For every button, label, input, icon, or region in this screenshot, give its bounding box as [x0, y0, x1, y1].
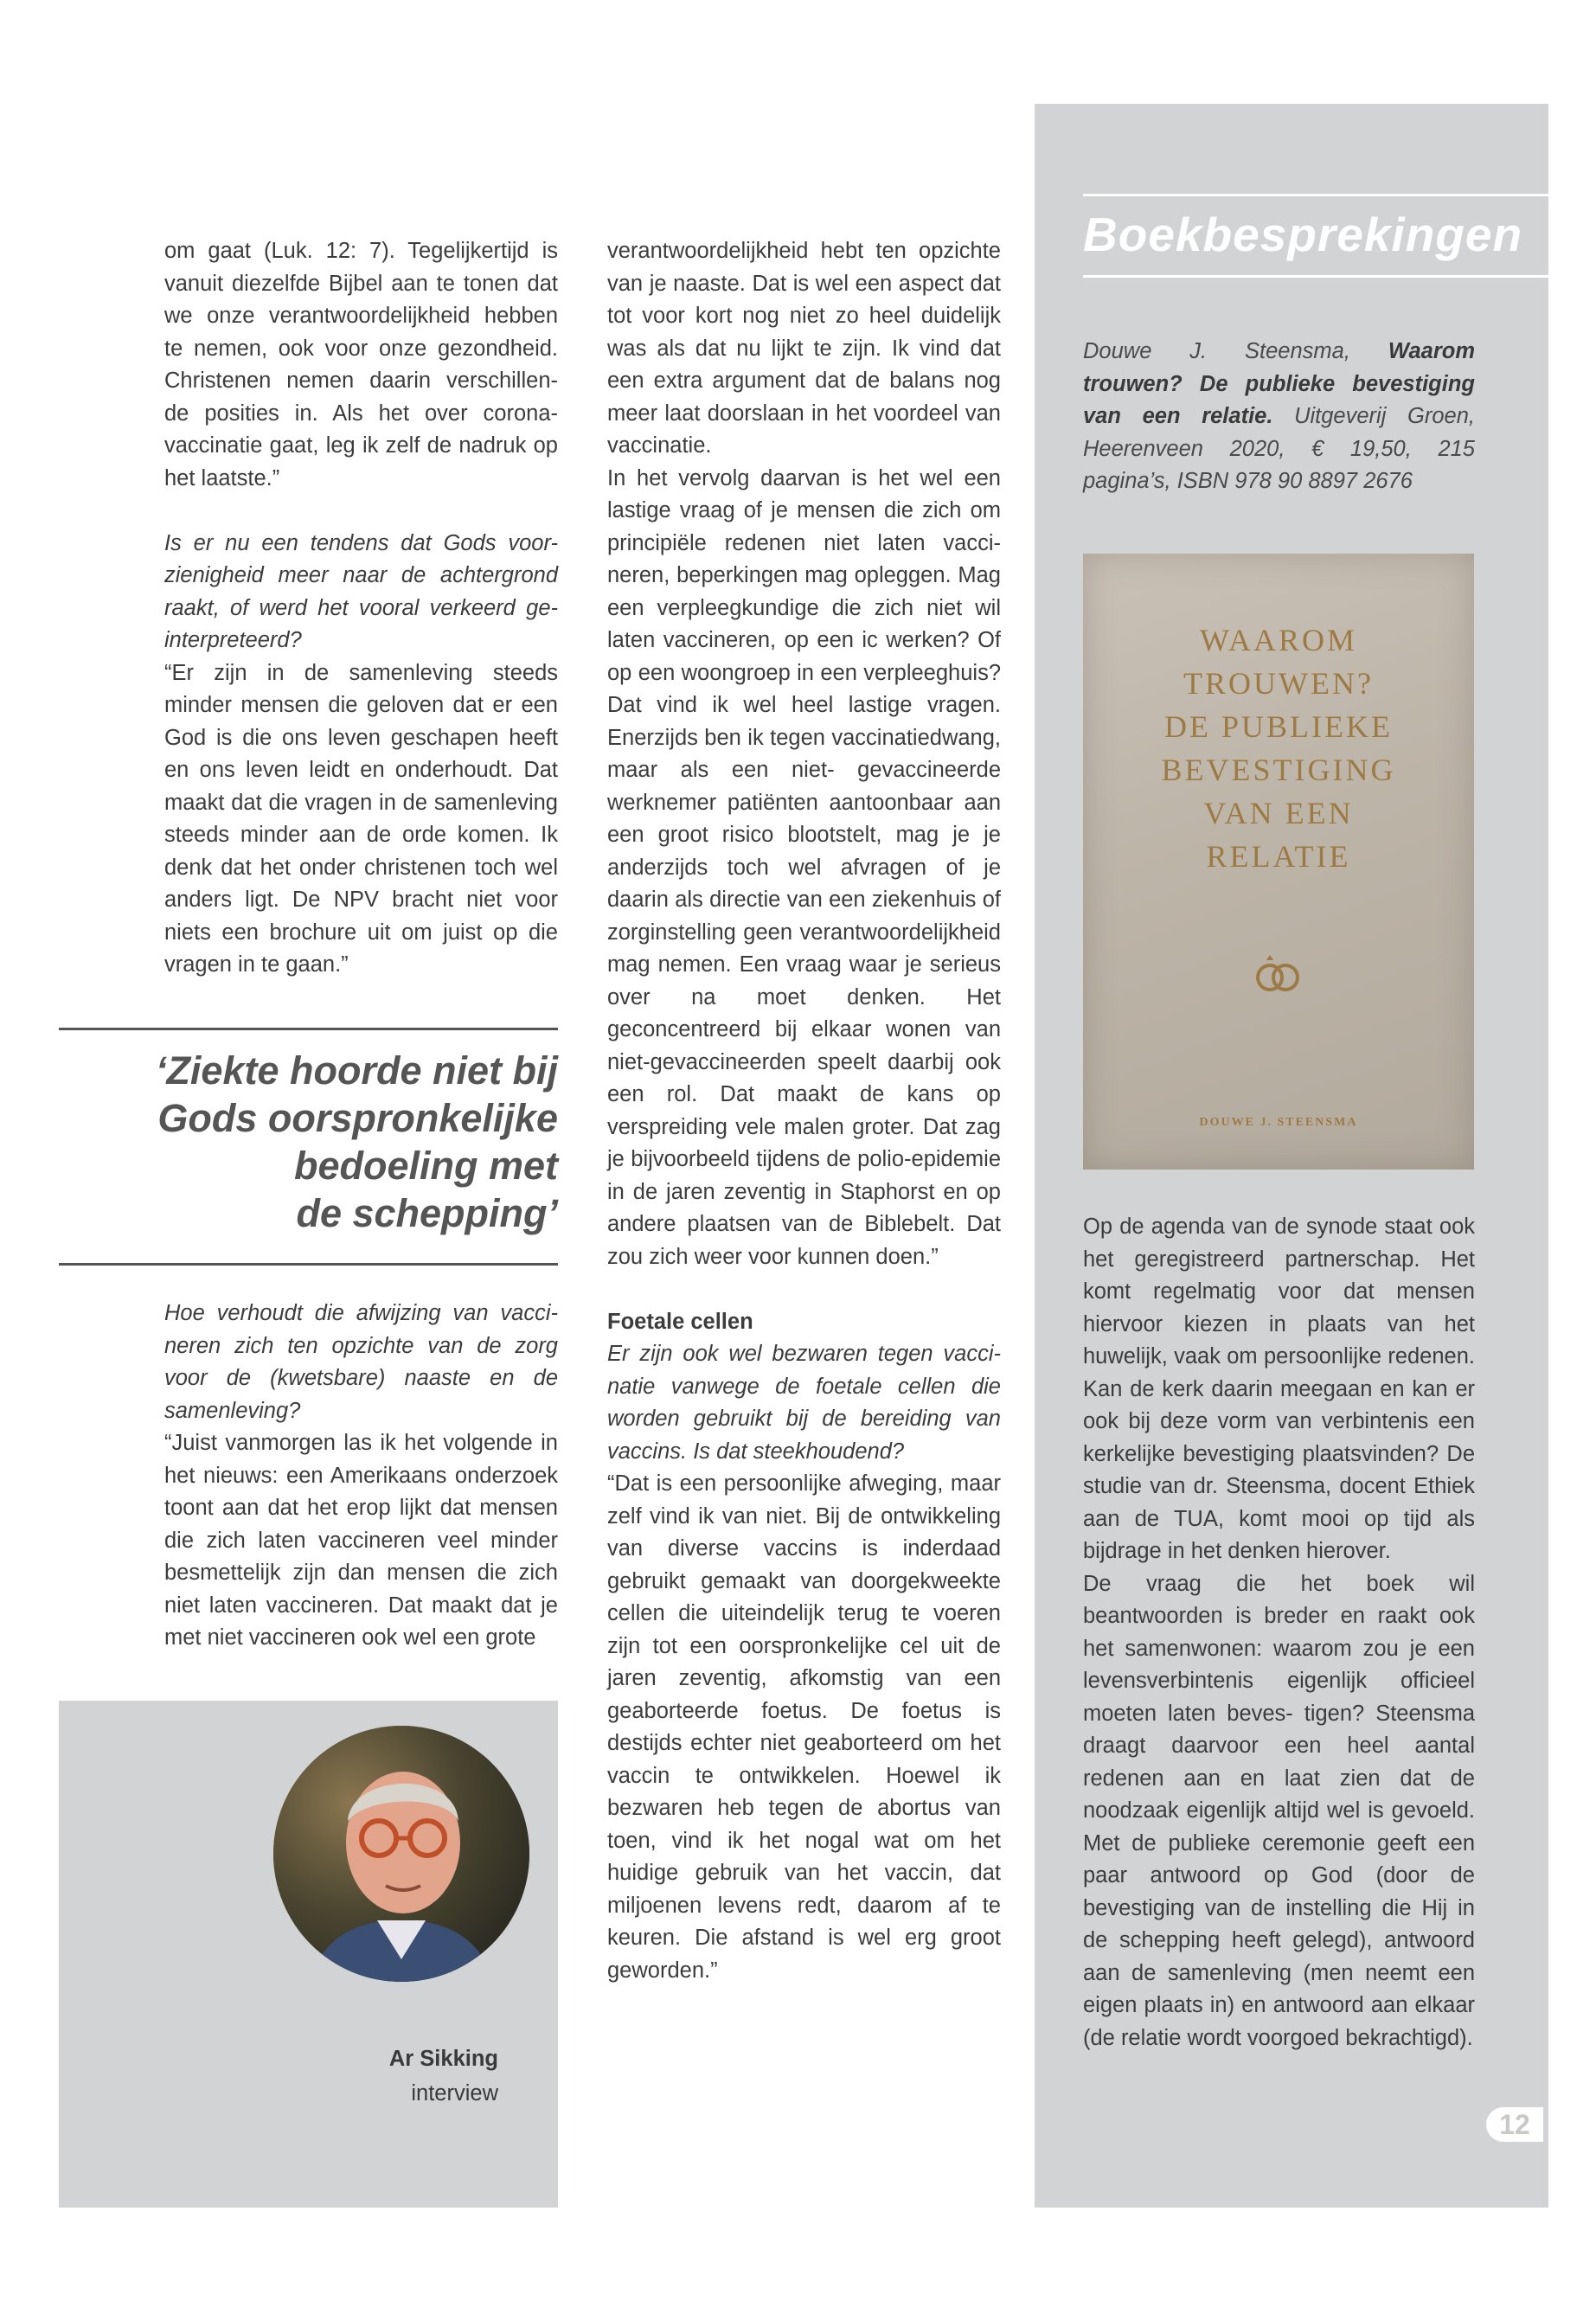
- answer-paragraph: In het vervolg daarvan is het wel een lastige vraag of je mensen die zich om principiële redenen niet laten vacci- neren, beperkingen mag opleggen. Mag een verpleegkundige die zich niet wil laten vaccineren, op een ic werken? Of op een woongroep in een verpleeghuis? Dat vind ik wel heel lastige vragen. Enerzijds ben ik tegen vaccinatiedwang, maar als een niet- gevaccineerde werknemer patiënten aantoonbaar aan een groot risico blootstelt, mag je je anderzijds toch wel afvragen of je daarin als directie van een ziekenhuis of zorginstelling geen verantwoordelijkheid mag nemen. Een vraag waar je serieus over na moet denken. Het geconcentreerd bij elkaar wonen van niet-gevaccineerden speelt daarbij ook een rol. Dat maakt de kans op verspreiding vele malen groter. Dat zag je bijvoorbeeld tijdens de polio-epidemie in de jaren zeventig in Staphorst en op andere plaatsen van de Biblebelt. Dat zou zich weer voor kunnen doen.”: [607, 465, 1001, 1269]
- review-paragraph: Op de agenda van de synode staat ook het geregistreerd partnerschap. Het komt regelmatig voor dat mensen hiervoor kiezen in plaats van het huwelijk, vaak om persoonlijke redenen. Kan de kerk daarin meegaan en kan er ook bij deze vorm van verbintenis een kerkelijke bevestiging plaatsvinden? De studie van dr. Steensma, docent Ethiek aan de TUA, komt mooi op tijd als bijdrage in het denken hierover.: [1083, 1215, 1475, 1563]
- interview-question: Hoe verhoudt die afwijzing van vacci- neren zich ten opzichte van de zorg voor de (kwetsbare) naaste en de samenleving?: [164, 1301, 558, 1423]
- page-number: 12: [1486, 2107, 1543, 2142]
- review-details: Uitgeverij Groen, Heerenveen 2020, € 19,50, 215 pagina’s, ISBN 978 90 8897 2676: [1083, 404, 1475, 493]
- author-portrait: [273, 1726, 529, 1982]
- review-paragraph: De vraag die het boek wil beantwoorden is breder en raakt ook het samenwonen: waarom zou je een levensverbintenis eigenlijk officieel moeten laten beves- tigen? Steensma draagt daarvoor een heel aantal redenen aan en laat zien dat de noodzaak eigenlijk altijd wel is gevoeld. Met de publieke ceremonie geeft een paar antwoord op God (door de bevestiging van de instelling die Hij in de schepping heeft gelegd), antwoord aan de samenleving (men neemt een eigen plaats in) en antwoord aan elkaar (de relatie wordt voorgoed bekrachtigd).: [1083, 1571, 1475, 2050]
- author-name: Ar Sikking: [388, 2047, 498, 2071]
- pullquote: [59, 1047, 558, 1237]
- review-body: [1083, 1211, 1475, 2054]
- answer-paragraph: verantwoordelijkheid hebt ten opzichte van je naaste. Dat is wel een aspect dat tot voor kort nog niet zo heel duidelijk was als dat nu lijkt te zijn. Ik vind dat een extra argument dat de balans nog meer laat doorslaan in het voordeel van vaccinatie.: [607, 239, 1001, 458]
- book-cover-line: TROUWEN?: [1183, 666, 1374, 701]
- interview-question: Is er nu een tendens dat Gods voor- zienigheid meer naar de achtergrond raakt, of werd het vooral verkeerd ge- interpreteerd?: [164, 530, 558, 652]
- pullquote-line: ‘Ziekte hoorde niet bij: [155, 1048, 558, 1093]
- answer-paragraph: “Dat is een persoonlijke afweging, maar zelf vind ik van niet. Bij de ontwikkeling van diverse vaccins is inderdaad gebruikt gemaakt van doorgekweekte cellen die uiteindelijk terug te voeren zijn tot een oorspronkelijke cel uit de jaren zeventig, afkomstig van een geaborteerde foetus. De foetus is destijds echter niet geaborteerd om het vaccin te ontwikkelen. Hoewel ik bezwaren heb tegen de abortus van toen, vind ik het nogal wat om het huidige gebruik van het vaccin, dat miljoenen levens redt, daarom af te keuren. Die afstand is wel erg groot geworden.”: [607, 1471, 1001, 1983]
- sidebar-title-rule-top: [1083, 194, 1548, 196]
- pullquote-line: Gods oorspronkelijke: [157, 1096, 558, 1140]
- wedding-rings-icon: [1253, 952, 1304, 995]
- book-cover-line: WAAROM: [1199, 623, 1357, 657]
- review-author: Douwe J. Steensma,: [1083, 339, 1388, 363]
- article-column-1: [164, 235, 558, 982]
- author-portrait-image: [273, 1726, 529, 1982]
- answer-paragraph: om gaat (Luk. 12: 7). Tegelijkertijd is vanuit diezelfde Bijbel aan te tonen dat we onze verantwoordelijkheid hebben te nemen, ook voor onze gezondheid. Christenen nemen daarin verschillen- de posities in. Als het over corona- vaccinatie gaat, leg ik zelf de nadruk op het laatste.”: [164, 239, 558, 490]
- book-cover-line: RELATIE: [1206, 839, 1351, 874]
- interview-question: Er zijn ook wel bezwaren tegen vacci- natie vanwege de foetale cellen die worden gebruikt bij de bereiding van vaccins. Is dat steekhoudend?: [607, 1342, 1001, 1464]
- pullquote-line: de schepping’: [296, 1191, 558, 1235]
- book-cover-title: [1083, 619, 1474, 878]
- review-meta: [1083, 336, 1475, 498]
- book-cover-author: DOUWE J. STEENSMA: [1199, 1116, 1358, 1129]
- author-role: interview: [411, 2081, 498, 2106]
- review-book-title: Waarom trouwen? De publieke bevestiging van een relatie.: [1083, 339, 1475, 428]
- section-heading: Foetale cellen: [607, 1309, 753, 1334]
- book-cover-line: DE PUBLIEKE: [1164, 709, 1393, 744]
- article-column-2: [607, 235, 1001, 1987]
- sidebar-title: Boekbesprekingen: [1083, 208, 1523, 261]
- book-cover: [1083, 554, 1474, 1170]
- book-cover-line: VAN EEN: [1203, 796, 1354, 830]
- answer-paragraph: “Er zijn in de samenleving steeds minder mensen die geloven dat er een God is die ons leven geschapen heeft en ons leven leidt en onderhoudt. Dat maakt dat die vragen in de samenleving steeds minder aan de orde komen. Ik denk dat het onder christenen toch wel anders ligt. De NPV bracht niet voor niets een brochure uit om juist op die vragen in te gaan.”: [164, 660, 558, 977]
- pullquote-line: bedoeling met: [293, 1144, 558, 1188]
- pullquote-rule-top: [59, 1028, 558, 1030]
- sidebar-title-rule-bottom: [1083, 275, 1548, 278]
- answer-paragraph: “Juist vanmorgen las ik het volgende in het nieuws: een Amerikaans onderzoek toont aan dat het erop lijkt dat mensen die zich laten vaccineren veel minder besmettelijk zijn dan mensen die zich niet laten vaccineren. Dat maakt dat je met niet vaccineren ook wel een grote: [164, 1431, 558, 1650]
- book-cover-line: BEVESTIGING: [1161, 753, 1396, 787]
- article-column-1-continued: [164, 1298, 558, 1655]
- pullquote-rule-bottom: [59, 1263, 558, 1266]
